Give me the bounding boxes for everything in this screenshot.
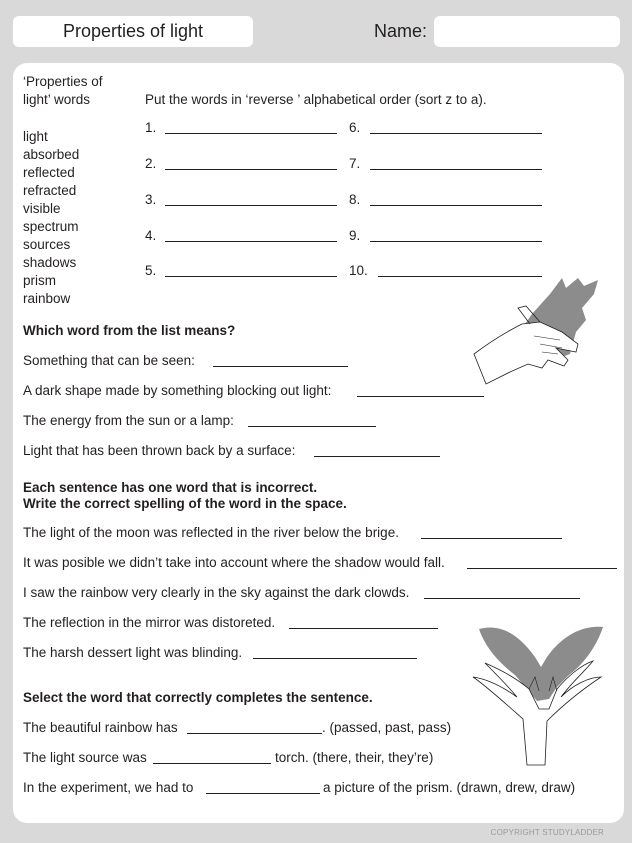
answer-line-3[interactable] <box>165 205 337 206</box>
completion-answer-line-3[interactable] <box>206 793 320 794</box>
copyright-text: COPYRIGHT STUDYLADDER <box>490 828 604 837</box>
completion-answer-line-2[interactable] <box>153 763 271 764</box>
answer-line-2[interactable] <box>165 169 337 170</box>
sort-instruction: Put the words in ‘reverse ’ alphabetical order (sort z to a). <box>145 92 487 107</box>
meaning-question: The energy from the sun or a lamp: <box>23 413 234 428</box>
meaning-question: Something that can be seen: <box>23 353 195 368</box>
answer-number: 8. <box>349 192 361 207</box>
word-item: spectrum <box>23 219 79 234</box>
spelling-sentence: The harsh dessert light was blinding. <box>23 645 243 660</box>
spelling-heading-2: Write the correct spelling of the word in the space. <box>23 496 347 511</box>
name-label: Name: <box>374 21 428 41</box>
hand-shadow-bird-illustration <box>465 615 615 775</box>
answer-number: 3. <box>145 192 157 207</box>
spelling-heading: Each sentence has one word that is incorrect. <box>23 480 318 495</box>
word-item: absorbed <box>23 147 80 162</box>
completion-answer-line-1[interactable] <box>187 733 322 734</box>
answer-number: 1. <box>145 120 157 135</box>
spelling-answer-line-3[interactable] <box>424 598 580 599</box>
name-field[interactable] <box>434 16 620 47</box>
meaning-heading: Which word from the list means? <box>23 323 236 338</box>
hand-shadow-dog-illustration <box>470 272 620 392</box>
answer-number: 2. <box>145 156 157 171</box>
meaning-answer-line-2[interactable] <box>357 396 484 397</box>
spelling-answer-line-5[interactable] <box>253 658 417 659</box>
meaning-answer-line-3[interactable] <box>248 426 376 427</box>
answer-number: 5. <box>145 263 157 278</box>
completion-options: a picture of the prism. (drawn, drew, draw) <box>323 780 576 795</box>
spelling-sentence: The reflection in the mirror was distoreted. <box>23 615 276 630</box>
word-list-heading: ‘Properties of <box>23 74 103 89</box>
spelling-answer-line-2[interactable] <box>467 568 617 569</box>
spelling-sentence: The light of the moon was reflected in the river below the brige. <box>23 525 399 540</box>
answer-number: 9. <box>349 228 361 243</box>
word-item: prism <box>23 273 56 288</box>
word-item: rainbow <box>23 291 71 306</box>
word-item: visible <box>23 201 61 216</box>
completion-options: torch. (there, their, they’re) <box>275 750 434 765</box>
spelling-sentence: It was posible we didn’t take into account where the shadow would fall. <box>23 555 445 570</box>
completion-text: The beautiful rainbow has <box>23 720 178 735</box>
answer-line-6[interactable] <box>370 133 542 134</box>
answer-line-5[interactable] <box>165 276 337 277</box>
word-item: light <box>23 129 48 144</box>
meaning-answer-line-4[interactable] <box>314 456 440 457</box>
spelling-sentence: I saw the rainbow very clearly in the sky against the dark clowds. <box>23 585 410 600</box>
word-list-heading-2: light’ words <box>23 92 91 107</box>
meaning-question: Light that has been thrown back by a surface: <box>23 443 296 458</box>
completion-text: The light source was <box>23 750 147 765</box>
answer-number: 4. <box>145 228 157 243</box>
completion-heading: Select the word that correctly completes the sentence. <box>23 690 373 705</box>
spelling-answer-line-4[interactable] <box>289 628 438 629</box>
answer-number: 6. <box>349 120 361 135</box>
answer-line-1[interactable] <box>165 133 337 134</box>
answer-number: 10. <box>349 263 368 278</box>
page-title: Properties of light <box>13 16 253 47</box>
answer-line-8[interactable] <box>370 205 542 206</box>
answer-line-9[interactable] <box>370 241 542 242</box>
word-item: sources <box>23 237 71 252</box>
answer-line-4[interactable] <box>165 241 337 242</box>
word-item: refracted <box>23 183 77 198</box>
completion-options: . (passed, past, pass) <box>322 720 452 735</box>
meaning-answer-line-1[interactable] <box>213 366 348 367</box>
answer-number: 7. <box>349 156 361 171</box>
spelling-answer-line-1[interactable] <box>421 538 562 539</box>
meaning-question: A dark shape made by something blocking out light: <box>23 383 332 398</box>
word-list <box>23 128 79 308</box>
word-item: reflected <box>23 165 75 180</box>
completion-text: In the experiment, we had to <box>23 780 194 795</box>
answer-line-7[interactable] <box>370 169 542 170</box>
word-item: shadows <box>23 255 77 270</box>
